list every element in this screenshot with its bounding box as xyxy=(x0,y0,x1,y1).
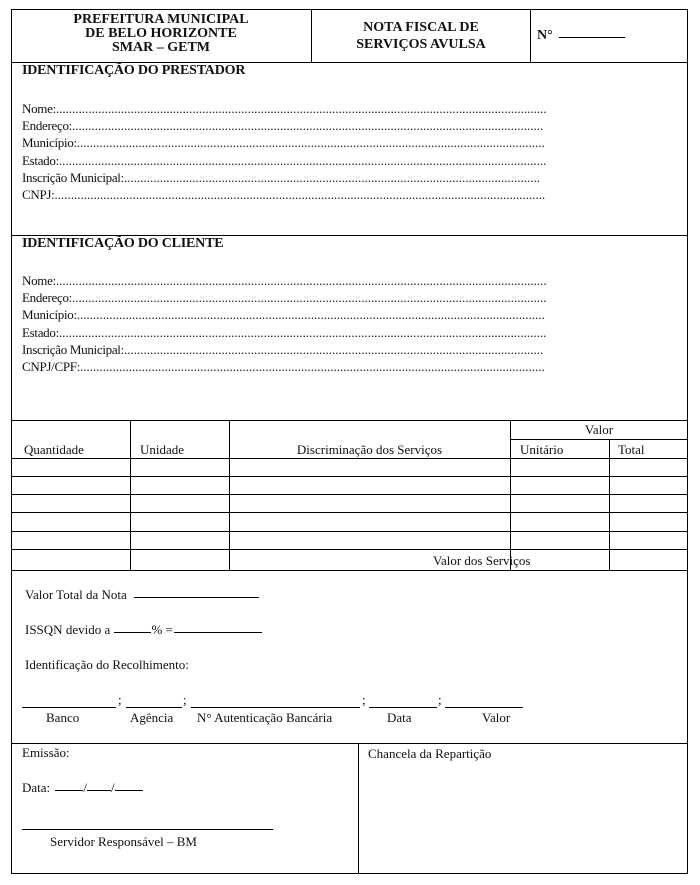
table-row-line xyxy=(12,531,687,532)
value-group-header: Valor xyxy=(584,422,614,437)
valor-servicos-label: Valor dos Serviços xyxy=(433,553,531,568)
invoice-number-label: N° xyxy=(537,28,553,43)
header-divider xyxy=(530,10,531,62)
table-row-line xyxy=(12,458,687,459)
emissao-title: Emissão: xyxy=(22,745,70,760)
separator: ; xyxy=(438,692,442,707)
signature-line[interactable] xyxy=(22,829,273,830)
cliente-field-municipio[interactable]: Município:................................................................................................................................................ xyxy=(22,307,545,323)
table-row-line xyxy=(12,549,687,550)
issuing-authority xyxy=(12,10,310,55)
agencia-field[interactable] xyxy=(126,707,182,708)
table-row-line xyxy=(12,494,687,495)
col-unidade-header: Unidade xyxy=(140,442,185,457)
date-day-field[interactable] xyxy=(55,788,83,791)
col-discriminacao-header: Discriminação dos Serviços xyxy=(296,442,443,457)
prestador-field-estado[interactable]: Estado:...................................................................................................................................................... xyxy=(22,152,547,168)
autenticacao-label: N° Autenticação Bancária xyxy=(197,710,333,725)
agencia-label: Agência xyxy=(130,710,174,725)
separator: ; xyxy=(362,692,366,707)
chancela-title: Chancela da Repartição xyxy=(368,746,492,761)
cliente-field-cnpj-cpf[interactable]: CNPJ/CPF:............................................................................................................................................... xyxy=(22,359,545,375)
signature-label: Servidor Responsável – BM xyxy=(50,834,197,849)
autenticacao-field[interactable] xyxy=(191,707,360,708)
prestador-field-inscricao[interactable]: Inscrição Municipal:................................................................................................................................ xyxy=(22,169,540,185)
date-separator: / xyxy=(111,780,115,795)
document-title-line: SERVIÇOS AVULSA xyxy=(356,37,486,52)
valor-label: Valor xyxy=(482,710,511,725)
authority-line: PREFEITURA MUNICIPAL xyxy=(73,12,249,27)
col-quantidade-header: Quantidade xyxy=(24,442,84,457)
col-unitario-header: Unitário xyxy=(520,442,564,457)
issqn-label: ISSQN devido a xyxy=(25,622,111,637)
table-col-line xyxy=(130,420,131,570)
date-separator: / xyxy=(83,780,88,795)
date-year-field[interactable] xyxy=(115,788,143,791)
table-row-line xyxy=(12,512,687,513)
banco-label: Banco xyxy=(46,710,80,725)
issqn-row xyxy=(25,622,262,638)
emissao-date-label: Data: xyxy=(22,780,51,795)
data-field[interactable] xyxy=(369,707,437,708)
invoice-number xyxy=(537,28,625,44)
authority-line: DE BELO HORIZONTE xyxy=(85,26,237,41)
table-row-line xyxy=(12,476,687,477)
prestador-field-endereco[interactable]: Endereço:................................................................................................................................................. xyxy=(22,118,544,134)
valor-total-label: Valor Total da Nota xyxy=(25,587,127,602)
issqn-suffix: % = xyxy=(151,622,173,637)
valor-field[interactable] xyxy=(445,707,523,708)
section-rule xyxy=(12,570,687,571)
valor-total-row xyxy=(25,587,259,603)
valor-total-field[interactable] xyxy=(134,595,259,598)
table-group-rule xyxy=(510,439,687,440)
banco-field[interactable] xyxy=(22,707,116,708)
emissao-date-row xyxy=(22,780,143,796)
separator: ; xyxy=(118,692,122,707)
date-month-field[interactable] xyxy=(87,788,111,791)
prestador-fields xyxy=(22,100,547,203)
cliente-fields xyxy=(22,272,547,375)
section-rule xyxy=(12,420,687,421)
prestador-field-nome[interactable]: Nome:....................................................................................................................................................... xyxy=(22,101,547,116)
issqn-amount-field[interactable] xyxy=(174,630,262,633)
cliente-title: IDENTIFICAÇÃO DO CLIENTE xyxy=(22,236,224,251)
cliente-field-endereco[interactable]: Endereço:.................................................................................................................................................. xyxy=(22,290,547,306)
data-label: Data xyxy=(387,710,412,725)
cliente-field-inscricao[interactable]: Inscrição Municipal:................................................................................................................................. xyxy=(22,341,544,357)
prestador-field-cnpj[interactable]: CNPJ:....................................................................................................................................................... xyxy=(22,187,546,203)
nota-fiscal-form xyxy=(11,9,688,874)
bottom-divider xyxy=(358,743,359,873)
section-rule xyxy=(12,743,687,744)
cliente-field-estado[interactable]: Estado:...................................................................................................................................................... xyxy=(22,324,547,340)
invoice-number-field[interactable] xyxy=(559,35,625,38)
table-col-line xyxy=(510,420,511,570)
prestador-field-municipio[interactable]: Município:................................................................................................................................................ xyxy=(22,135,545,151)
separator: ; xyxy=(183,692,187,707)
col-total-header: Total xyxy=(618,442,645,457)
document-title-line: NOTA FISCAL DE xyxy=(363,20,479,35)
authority-line: SMAR – GETM xyxy=(112,40,210,55)
recolhimento-label: Identificação do Recolhimento: xyxy=(25,657,189,672)
document-title xyxy=(312,10,530,53)
issqn-percent-field[interactable] xyxy=(114,630,151,633)
cliente-field-nome[interactable]: Nome:....................................................................................................................................................... xyxy=(22,273,547,288)
prestador-title: IDENTIFICAÇÃO DO PRESTADOR xyxy=(22,63,246,78)
